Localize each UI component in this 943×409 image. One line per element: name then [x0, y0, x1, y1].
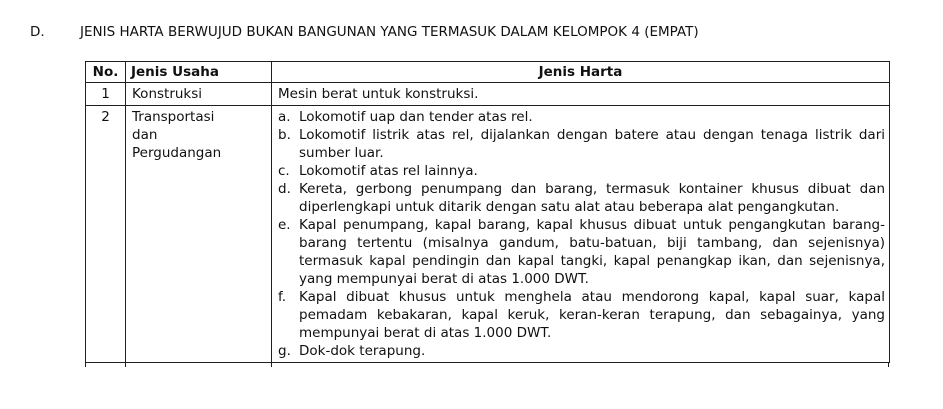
column-header-jenis-harta: Jenis Harta	[272, 62, 890, 83]
asset-table	[85, 61, 890, 363]
column-header-no: No.	[86, 62, 126, 83]
item-label: g.	[278, 343, 291, 359]
item-text: Kapal penumpang, kapal barang, kapal khusus dibuat untuk pengangkutan barang-barang tertentu (misalnya gandum, batu-batuan, biji tambang, dan sejenisnya) termasuk kapal pendingin dan kapal tangki, kapal penangkap ikan, dan sejenisnya, yang mempunyai berat di atas 1.000 DWT.	[299, 217, 885, 287]
item-label: d.	[278, 181, 291, 197]
table-header-row	[86, 62, 890, 83]
table-border-stub	[888, 363, 889, 367]
table-border-stub	[85, 363, 86, 367]
harta-list-item	[278, 180, 885, 216]
asset-table-container	[85, 61, 889, 363]
column-header-jenis-usaha: Jenis Usaha	[126, 62, 272, 83]
table-row	[86, 106, 890, 363]
jenis-harta-cell	[272, 106, 890, 363]
item-text: Lokomotif uap dan tender atas rel.	[299, 109, 533, 125]
table-border-stub	[271, 363, 272, 367]
item-text: Dok-dok terapung.	[299, 343, 426, 359]
section-title: JENIS HARTA BERWUJUD BUKAN BANGUNAN YANG TERMASUK DALAM KELOMPOK 4 (EMPAT)	[80, 24, 699, 40]
row-number-cell: 1	[86, 83, 126, 106]
harta-list-item	[278, 288, 885, 342]
item-text: Mesin berat untuk konstruksi.	[278, 86, 479, 102]
item-label: b.	[278, 127, 291, 143]
table-body	[86, 83, 890, 363]
jenis-usaha-cell	[126, 106, 272, 363]
table-row	[86, 83, 890, 106]
harta-list-item	[278, 85, 885, 103]
section-heading	[30, 24, 699, 40]
jenis-usaha-cell	[126, 83, 272, 106]
item-text: Lokomotif atas rel lainnya.	[299, 163, 478, 179]
harta-list-item	[278, 126, 885, 162]
item-text: Kapal dibuat khusus untuk menghela atau mendorong kapal, kapal suar, kapal pemadam kebakaran, kapal keruk, keran-keran terapung, dan sebagainya, yang mempunyai berat di atas 1.000 DWT.	[299, 289, 885, 341]
jenis-usaha-text: Konstruksi	[132, 86, 203, 102]
harta-list-item	[278, 108, 885, 126]
harta-list-item	[278, 216, 885, 288]
harta-list-item	[278, 342, 885, 360]
section-letter: D.	[30, 24, 45, 40]
jenis-harta-cell	[272, 83, 890, 106]
row-number-cell: 2	[86, 106, 126, 363]
item-label: c.	[278, 163, 290, 179]
item-text: Lokomotif listrik atas rel, dijalankan dengan batere atau dengan tenaga listrik dari sumber luar.	[299, 127, 885, 161]
item-label: e.	[278, 217, 291, 233]
item-text: Kereta, gerbong penumpang dan barang, termasuk kontainer khusus dibuat dan diperlengkapi untuk ditarik dengan satu alat atau beberapa alat pengangkutan.	[299, 181, 885, 215]
table-border-stub	[125, 363, 126, 367]
jenis-usaha-text: Transportasi dan Pergudangan	[132, 109, 222, 161]
harta-list-item	[278, 162, 885, 180]
item-label: a.	[278, 109, 291, 125]
item-label: f.	[278, 289, 287, 305]
